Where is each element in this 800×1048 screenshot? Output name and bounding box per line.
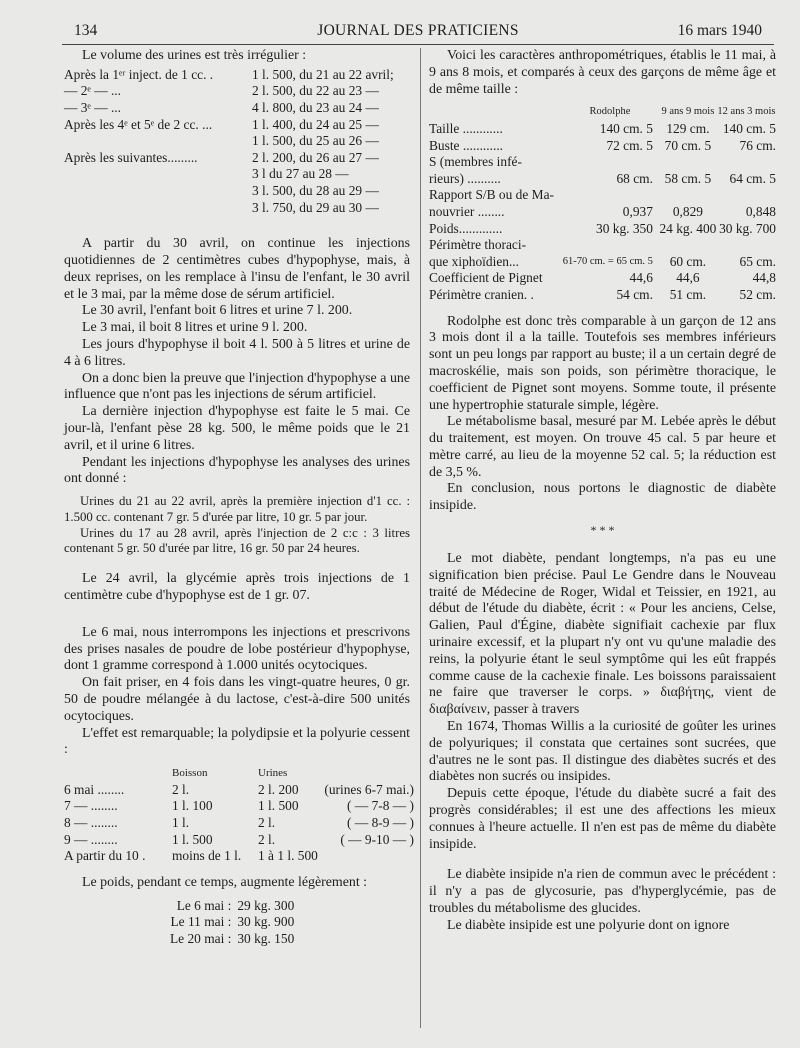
- table-row: [64, 798, 414, 815]
- paragraph: La dernière injection d'hypophyse est faite le 5 mai. Ce jour-là, l'enfant pèse 28 kg. 500, le même poids que le 21 avril, et il urine 6 litres.: [64, 404, 410, 453]
- table-cell: 1 l. 500, du 25 au 26 —: [252, 133, 379, 149]
- table-row: [64, 200, 410, 217]
- table-cell: — 3ᵉ — ...: [64, 99, 121, 115]
- paragraph: Rodolphe est donc très comparable à un garçon de 12 ans 3 mois dont il a la taille. Toutefois ses membres inférieurs sont un peu longs par rapport au buste; il a un certain degré de macroskélie, mais son poids, son périmètre thoracique, le coefficient de Pignet sont moyens. Somme toute, il présente une hypertrophie staturale simple, légère.: [429, 313, 776, 413]
- paragraph: On a donc bien la preuve que l'injection d'hypophyse a une influence que n'ont pas les injections de sérum artificiel.: [64, 370, 410, 403]
- paragraph: Depuis cette époque, l'étude du diabète sucré a fait des progrès considérables; il est une des affections les mieux connues à l'heure actuelle. Il n'en est pas de même du diabète insipide.: [429, 786, 776, 852]
- table-row: [170, 931, 294, 948]
- paragraph: Le 6 mai, nous interrompons les injections et prescrivons des prises nasales de poudre de lobe postérieur d'hypophyse, dont 1 gramme correspond à 1.000 unités ocytociques.: [64, 624, 410, 674]
- column-header: 9 ans 9 mois: [661, 106, 715, 118]
- right-column: [429, 48, 776, 935]
- table-cell: 44,8: [752, 270, 776, 286]
- table-cell: 30 kg. 700: [719, 220, 776, 236]
- table-row: [64, 83, 410, 100]
- table-cell: 2 l.: [258, 831, 276, 847]
- table-cell: [717, 187, 776, 204]
- table-cell: 0,829: [672, 203, 703, 219]
- table-row: [64, 848, 414, 865]
- table-cell: Taille ............: [429, 120, 503, 136]
- table-cell: 1 l.: [172, 815, 190, 831]
- table-cell: ( — 8-9 — ): [347, 815, 414, 831]
- page-number: 134: [74, 22, 98, 39]
- paragraph: A partir du 30 avril, on continue les injections quotidiennes de 2 centimètres cubes d'hypophyse, mais, à deux reprises, on les remplace à l'insu de l'enfant, le 30 avril et le 3 mai, par la même dose de sérum artificiel.: [64, 236, 410, 302]
- table-cell: Après les suivantes.........: [64, 149, 198, 165]
- table-cell: moins de 1 l.: [172, 848, 242, 864]
- table-cell: [318, 765, 414, 782]
- paragraph: Le mot diabète, pendant longtemps, n'a pas eu une signification bien précise. Paul Le Gendre dans le Nouveau traité de Médecine de Roger, Widal et Teissier, en 1921, au début de l'étude du diabète, écrit : « Pour les anciens, Celse, Galien, Paul d'Égine, diabète signifiait cachexie par flux urinaire excessif, et la plupart n'y ont vu qu'une maladie des reins, la polyurie étant le seul symptôme qui les eût frappés comme cause de la cachexie finale. Les boissons paraissaient ne faire que traverser le corps. » διαβήτης, vient de διαβαίνειν, passer à travers: [429, 551, 776, 718]
- table-cell: 9 — ........: [64, 831, 118, 847]
- table-cell: nouvrier ........: [429, 203, 505, 219]
- urine-volume-table: [64, 67, 410, 216]
- table-cell: 1 l. 500: [258, 798, 299, 814]
- section-separator: * * *: [590, 523, 615, 538]
- table-row: [429, 187, 776, 204]
- table-cell: rieurs) ..........: [429, 170, 501, 186]
- table-cell: 65 cm.: [739, 253, 776, 269]
- table-cell: (urines 6-7 mai.): [324, 781, 414, 797]
- table-row: [429, 138, 776, 155]
- table-row: [64, 67, 410, 84]
- analysis-item: Urines du 21 au 22 avril, après la première injection d'1 cc. : 1.500 cc. contenant 7 gr. 5 d'urée par litre, 10 gr. 5 par jour.: [64, 494, 410, 524]
- table-row: [429, 204, 776, 221]
- table-row: [64, 133, 410, 150]
- table-cell: 3 l. 500, du 28 au 29 —: [252, 182, 379, 198]
- paragraph: Le métabolisme basal, mesuré par M. Lebée après le début du traitement, est moyen. On trouve 45 cal. 5 par heure et mètre carré, au lieu de la moyenne 52 cal. 5; la réduction est de 3,5 %.: [429, 414, 776, 480]
- paragraph: Le poids, pendant ce temps, augmente légèrement :: [82, 874, 368, 890]
- table-cell: 3 l du 27 au 28 —: [252, 166, 349, 182]
- table-cell: 60 cm.: [669, 253, 707, 269]
- table-cell: 70 cm. 5: [664, 137, 712, 153]
- table-cell: 1 l. 400, du 24 au 25 —: [252, 116, 379, 132]
- table-cell: [717, 154, 776, 171]
- urine-analyses: [64, 494, 410, 557]
- table-cell: Le 20 mai :: [170, 930, 232, 946]
- table-cell: [64, 200, 252, 217]
- table-cell: 72 cm. 5: [606, 137, 653, 153]
- table-cell: 7 — ........: [64, 798, 118, 814]
- paragraph: Pendant les injections d'hypophyse les analyses des urines ont donné :: [64, 454, 410, 487]
- table-cell: [429, 104, 561, 121]
- table-cell: Le 11 mai :: [170, 914, 232, 930]
- table-cell: que xiphoïdien...: [429, 253, 520, 269]
- page-header: [62, 20, 774, 45]
- table-cell: 129 cm.: [666, 120, 710, 136]
- table-cell: 52 cm.: [739, 286, 776, 302]
- table-header-row: [64, 765, 414, 782]
- column-header: Rodolphe: [589, 106, 631, 118]
- paragraph: Voici les caractères anthropométriques, établis le 11 mai, à 9 ans 8 mois, et comparés à ceux des garçons de même âge et de même taille :: [429, 48, 776, 97]
- anthropometric-table: [429, 104, 776, 303]
- table-cell: [64, 166, 252, 183]
- column-header: Boisson: [172, 767, 208, 780]
- table-cell: 140 cm. 5: [722, 120, 776, 136]
- table-cell: [561, 187, 659, 204]
- table-row: [429, 121, 776, 138]
- table-row: [429, 171, 776, 188]
- table-cell: Rapport S/B ou de Ma-: [429, 187, 554, 203]
- table-row: [64, 117, 410, 134]
- table-row: [429, 254, 776, 271]
- paragraph: Le diabète insipide est une polyurie dont on ignore: [447, 917, 730, 933]
- table-row: [64, 166, 410, 183]
- table-row: [64, 782, 414, 799]
- table-cell: 8 — ........: [64, 815, 118, 831]
- table-cell: ( — 7-8 — ): [347, 798, 414, 814]
- weight-table: [170, 898, 294, 948]
- left-column: [64, 48, 414, 947]
- table-cell: [318, 848, 414, 865]
- table-cell: 30 kg. 150: [237, 930, 295, 946]
- table-cell: Après la 1ᵉʳ inject. de 1 cc. .: [64, 66, 214, 82]
- table-row: [64, 832, 414, 849]
- table-cell: 76 cm.: [739, 137, 776, 153]
- table-cell: 44,6: [676, 270, 700, 286]
- table-cell: [561, 154, 659, 171]
- column-header: 12 ans 3 mois: [717, 106, 776, 118]
- table-cell: 0,937: [622, 203, 653, 219]
- table-row: [170, 914, 294, 931]
- table-cell: 58 cm. 5: [664, 170, 712, 186]
- table-cell: [64, 183, 252, 200]
- issue-date: 16 mars 1940: [677, 22, 762, 39]
- paragraph: En 1674, Thomas Willis a la curiosité de goûter les urines de polyuriques; il constata que certaines sont sucrées, que d'autres ne le sont pas. Il distingue des diabètes sucrés et des diabètes non sucrés ou insipides.: [429, 719, 776, 785]
- table-row: [429, 270, 776, 287]
- table-cell: 2 l. 200, du 26 au 27 —: [252, 149, 379, 165]
- paragraph: En conclusion, nous portons le diagnostic de diabète insipide.: [429, 481, 776, 514]
- table-cell: Périmètre cranien. .: [429, 286, 534, 302]
- table-row: [170, 898, 294, 915]
- table-cell: [561, 237, 659, 254]
- urine-intro: Le volume des urines est très irrégulier :: [82, 48, 307, 63]
- table-cell: Après les 4ᵉ et 5ᵉ de 2 cc. ...: [64, 116, 213, 132]
- table-cell: 6 mai ........: [64, 781, 125, 797]
- table-row: [429, 221, 776, 238]
- table-cell: ( — 9-10 — ): [340, 831, 414, 847]
- table-cell: Poids.............: [429, 220, 503, 236]
- table-cell: 29 kg. 300: [237, 897, 295, 913]
- table-cell: 2 l. 200: [258, 781, 299, 797]
- table-cell: Le 6 mai :: [176, 897, 232, 913]
- paragraph: Les jours d'hypophyse il boit 4 l. 500 à 5 litres et urine de 4 à 6 litres.: [64, 336, 410, 369]
- table-cell: 4 l. 800, du 23 au 24 —: [252, 99, 379, 115]
- table-row: [64, 100, 410, 117]
- table-cell: Coefficient de Pignet: [429, 270, 543, 286]
- table-cell: 2 l.: [258, 815, 276, 831]
- table-cell: 51 cm.: [669, 286, 707, 302]
- table-row: [64, 150, 410, 167]
- paragraph: Le diabète insipide n'a rien de commun avec le précédent : il n'y a pas de glycosurie, pas d'hyperglycémie, pas de troubles du métabolisme des glucides.: [429, 867, 776, 917]
- journal-title: JOURNAL DES PRATICIENS: [317, 22, 519, 39]
- table-header-row: [429, 104, 776, 121]
- table-cell: [659, 187, 717, 204]
- table-cell: 3 l. 750, du 29 au 30 —: [252, 199, 379, 215]
- table-cell: 2 l. 500, du 22 au 23 —: [252, 83, 379, 99]
- table-row: [64, 183, 410, 200]
- column-divider: [420, 48, 421, 1028]
- table-cell: S (membres infé-: [429, 154, 522, 170]
- paragraph: Le 24 avril, la glycémie après trois injections de 1 centimètre cube d'hypophyse est de 1 gr. 07.: [64, 571, 410, 604]
- table-cell: 0,848: [745, 203, 776, 219]
- table-cell: 30 kg. 350: [596, 220, 653, 236]
- table-cell: Périmètre thoraci-: [429, 237, 527, 253]
- table-cell: [64, 133, 252, 150]
- table-cell: [659, 154, 717, 171]
- analysis-item: Urines du 17 au 28 avril, après l'injection de 2 c:c : 3 litres contenant 5 gr. 50 d'urée par litre, 16 gr. 50 par 24 heures.: [64, 525, 410, 556]
- table-row: [64, 815, 414, 832]
- table-cell: 61-70 cm. = 65 cm. 5: [562, 255, 653, 267]
- table-cell: — 2ᵉ — ...: [64, 83, 121, 99]
- table-cell: 64 cm. 5: [729, 170, 776, 186]
- table-cell: 1 l. 500, du 21 au 22 avril;: [252, 66, 394, 82]
- table-cell: A partir du 10 .: [64, 848, 146, 864]
- table-cell: 30 kg. 900: [237, 914, 295, 930]
- table-cell: 54 cm.: [616, 286, 653, 302]
- table-cell: 140 cm. 5: [599, 120, 653, 136]
- table-cell: 44,6: [629, 270, 653, 286]
- table-cell: 68 cm.: [616, 170, 653, 186]
- table-cell: [717, 237, 776, 254]
- table-row: [429, 154, 776, 171]
- paragraph: Le 30 avril, l'enfant boit 6 litres et urine 7 l. 200.: [82, 303, 353, 319]
- paragraph: L'effet est remarquable; la polydipsie et la polyurie cessent :: [64, 725, 410, 758]
- table-cell: 1 l. 100: [172, 798, 213, 814]
- table-row: [429, 287, 776, 304]
- table-cell: Buste ............: [429, 137, 504, 153]
- table-cell: 1 à 1 l. 500: [258, 848, 318, 864]
- table-row: [429, 237, 776, 254]
- table-cell: [659, 237, 717, 254]
- paragraph: Le 3 mai, il boit 8 litres et urine 9 l. 200.: [82, 320, 308, 336]
- table-cell: 24 kg. 400: [659, 220, 717, 236]
- paragraph: On fait priser, en 4 fois dans les vingt-quatre heures, 0 gr. 50 de poudre mélangée à du lactose, c'est-à-dire 500 unités ocytociques.: [64, 675, 410, 724]
- fluid-balance-table: [64, 765, 414, 865]
- column-header: Urines: [258, 767, 288, 780]
- table-cell: 2 l.: [172, 781, 190, 797]
- table-cell: [64, 765, 172, 782]
- table-cell: 1 l. 500: [172, 831, 213, 847]
